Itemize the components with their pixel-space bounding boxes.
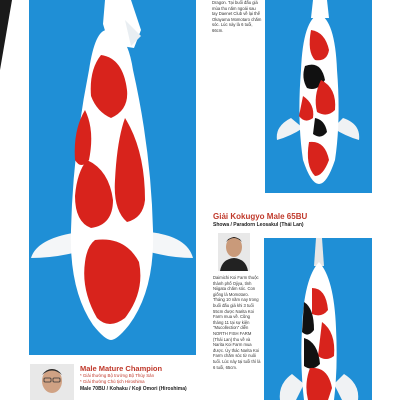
koi-photo-top-right [265, 0, 372, 193]
winner-portrait-paradorn [218, 233, 250, 271]
kohaku-koi-illustration [29, 0, 196, 355]
award-note-2: * Giải thưởng Chủ tịch Hiroshima [80, 379, 145, 384]
koi-photo-bottom-right [264, 238, 372, 400]
award-note-1: * Giải thưởng Bộ trưởng Bộ Thủy Sản [80, 373, 155, 378]
showa-koi-illustration-bottom [264, 238, 372, 400]
award-body-kokugyo: Daimichi Koi Farm thuộc thành phố Ojiya, tỉnh Niigata chăm sóc. Con giống là Momotaro. Tháng 10 năm nay trong buổi đấu giá khi 3 tuổi 55cm được Narita Koi Farm mua về. Cũng tháng 11 tại sự kiện "Mucollection" diễn NORTH FISH FARM (Thái Lan) thu về và Narita Koi Farm mua được. Ủy thác Narita Koi Farm chăm sóc từ nuôi tuổi. Lúc này tại tuổi thì là 6 tuổi, 65cm. [213, 275, 261, 370]
portrait-photo [218, 233, 250, 271]
award-subtitle-kokugyo: Showa / Paradorn Leosakul (Thái Lan) [213, 222, 304, 228]
koi-left-fin [277, 118, 303, 140]
award-subtitle-male-mature: Male 70BU / Kohaku / Koji Omori (Hiroshima) [80, 386, 187, 392]
top-right-caption: Dragon. Tại buổi đấu giá mùa thu năm ngoái sau tay Daenet Club về lại thế Okayama Momotaro chăm sóc. Lúc này là 6 tuổi, 66cm. [212, 0, 262, 33]
koi-tail [314, 238, 324, 266]
koi-left-fin [280, 374, 304, 400]
koi-right-fin [334, 374, 358, 400]
koi-photo-main [29, 0, 196, 355]
showa-koi-illustration-top [265, 0, 372, 193]
corner-decoration [0, 0, 12, 70]
winner-portrait-koji-omori [30, 364, 74, 400]
award-title-male-mature: Male Mature Champion [80, 364, 163, 373]
award-title-kokugyo: Giải Kokugyo Male 65BU [213, 212, 308, 221]
portrait-photo [30, 364, 74, 400]
